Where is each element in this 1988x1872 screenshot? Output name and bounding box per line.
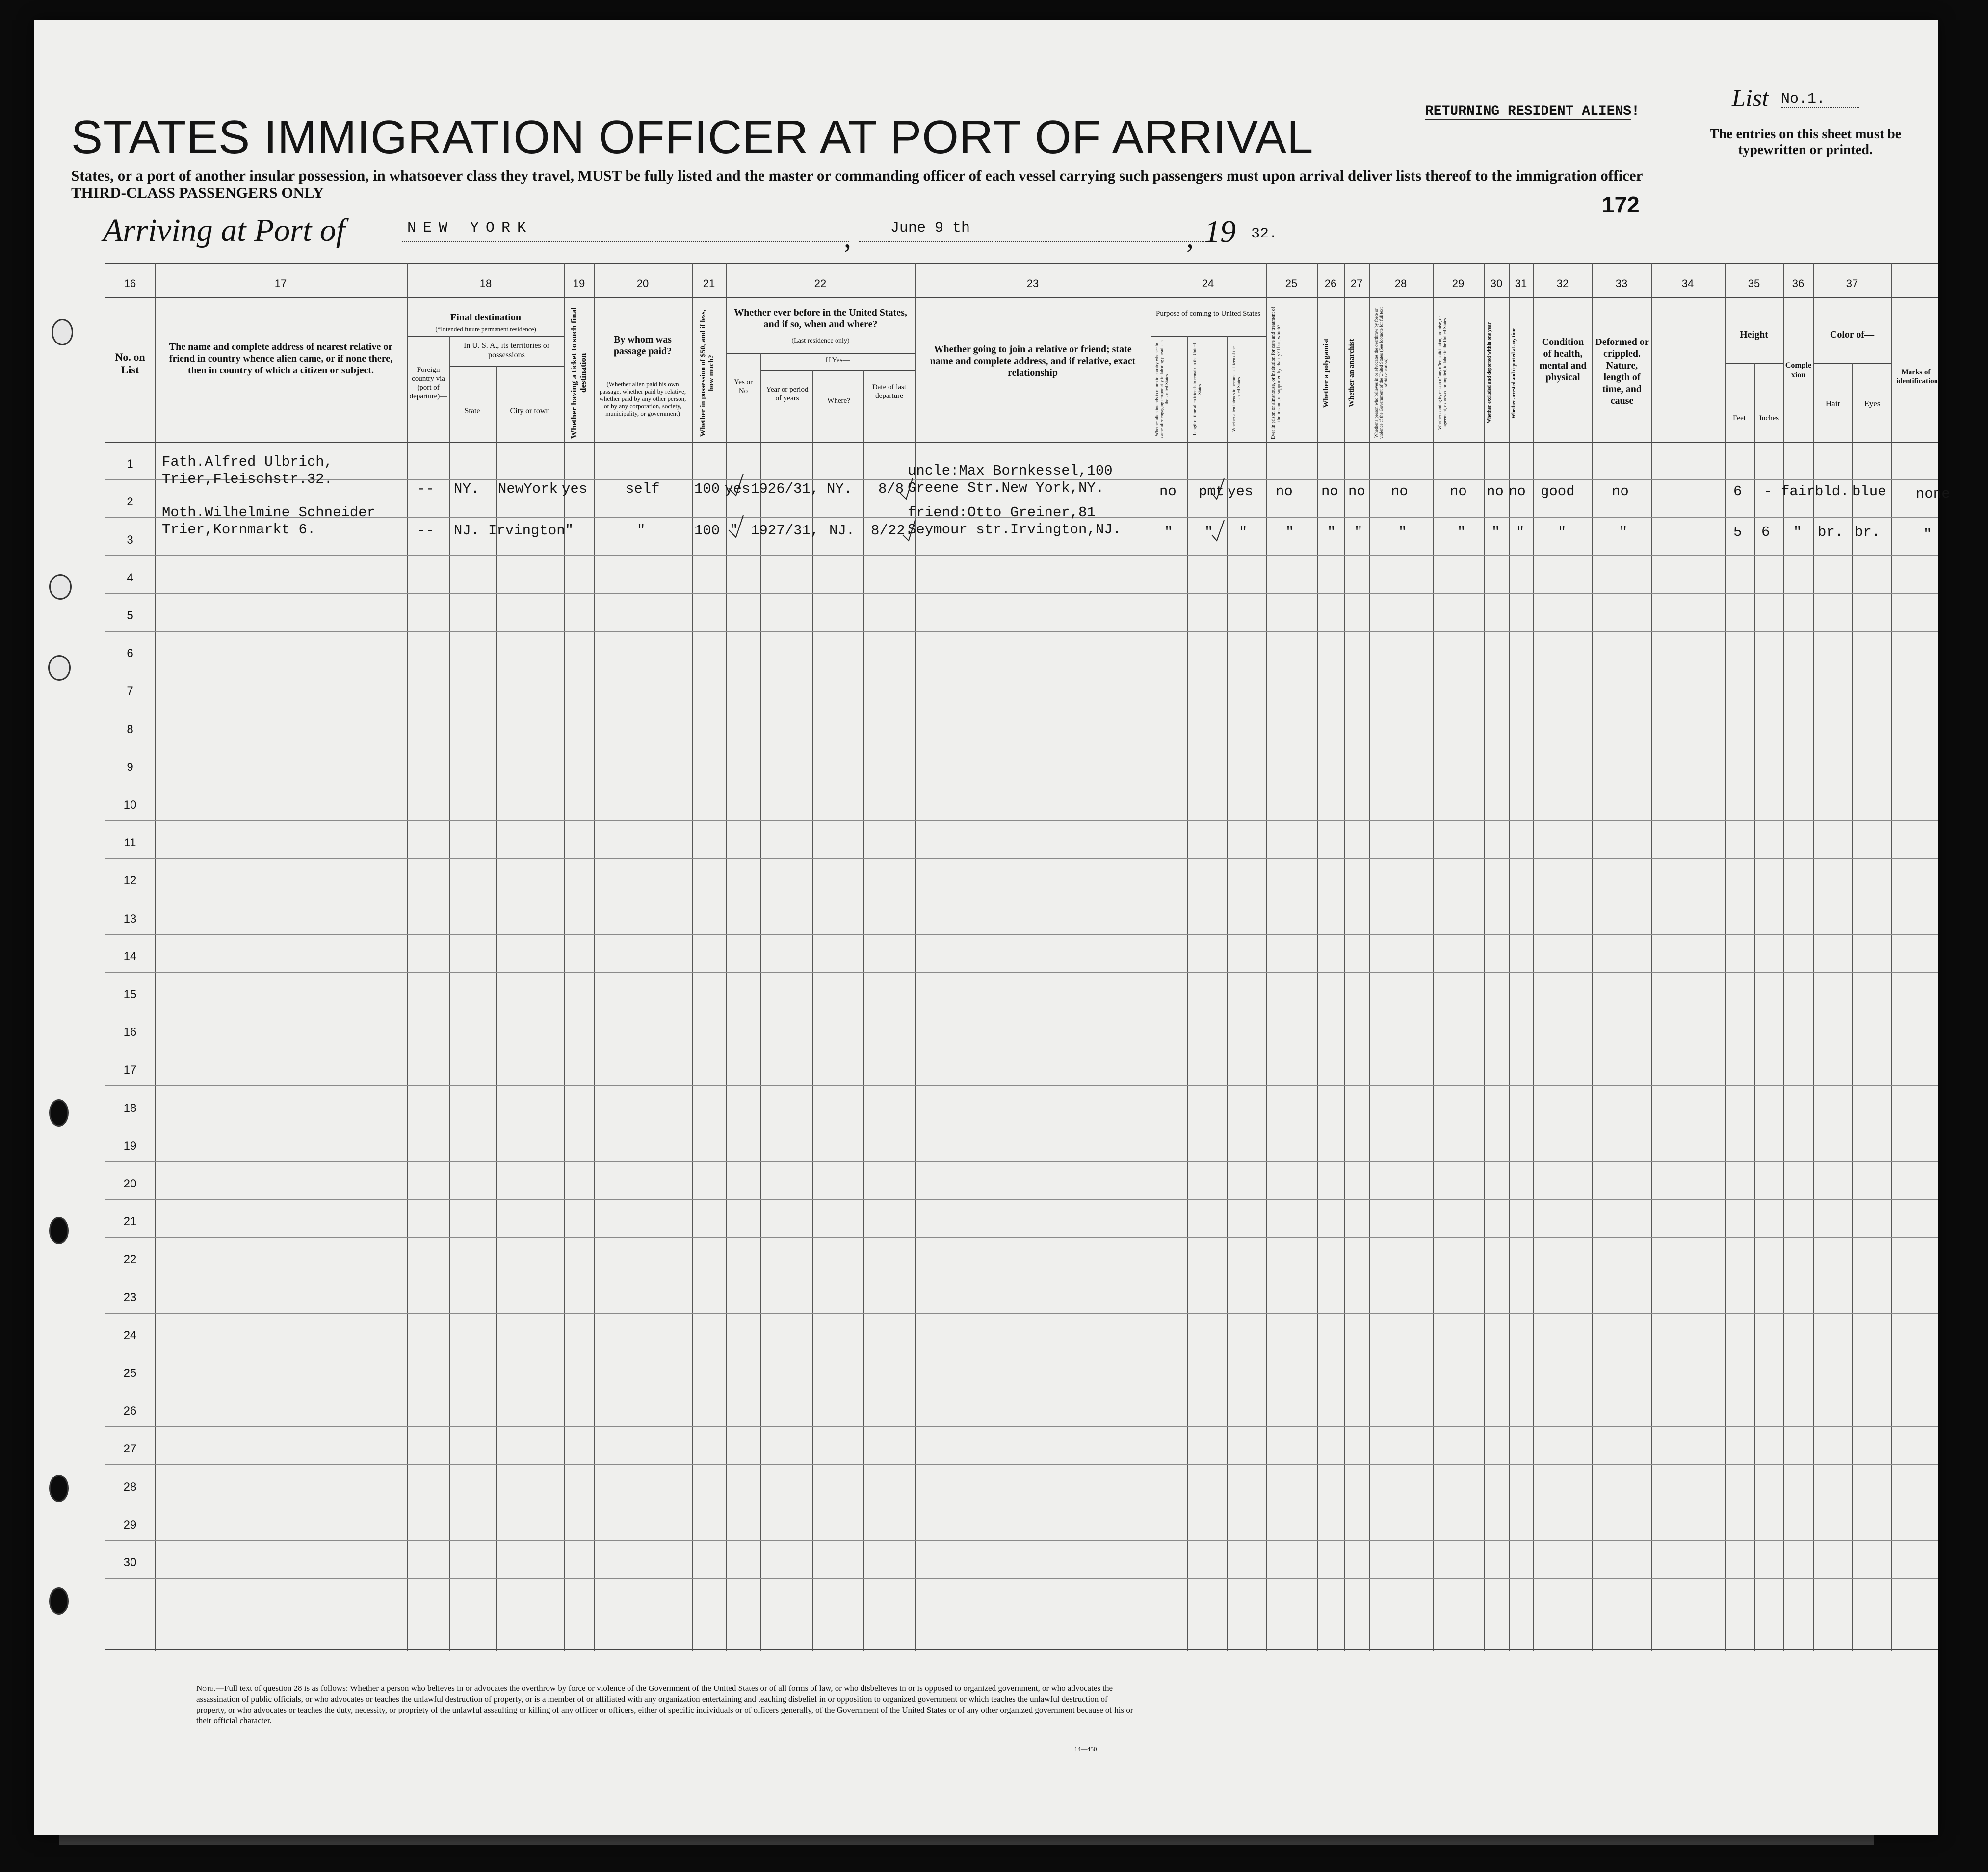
entry-1-marks: none [1916,486,1950,502]
header-inches: Inches [1759,414,1779,422]
column-number: 30 [1490,277,1503,290]
entry-2-marks: " [1923,527,1932,543]
entry-2-years: 1927/31, [751,523,819,539]
row-rule [105,631,1938,632]
arrival-date: June 9 th [859,220,1214,242]
entry-1-address: Trier,Fleischstr.32. [162,471,333,487]
entry-1-join-name: uncle:Max Bornkessel,100 [908,463,1113,479]
form-instructions: States, or a port of another insular possession, in whatsoever class they travel, MUST be fully listed and the master or commanding officer of each vessel carrying such passengers must upon arrival deliver lists thereof to the immigration officer [71,167,1643,184]
row-number: 20 [123,1177,137,1190]
entry-2-paid-by: " [637,523,646,539]
column-number: 28 [1394,277,1407,290]
row-rule [105,1540,1938,1541]
entry-1-health: good [1541,483,1575,500]
binder-hole [49,1587,69,1615]
entry-2-ever-before: " [730,523,738,539]
arriving-label: Arriving at Port of [103,212,345,248]
row-number: 11 [124,836,136,850]
entry-1-state: NY. [454,481,480,497]
entry-2-prison: " [1285,524,1294,540]
header-passage-paid-note: (Whether alien paid his own passage, whether paid by relative, whether paid by any other person, or by any corporation, society, municipality, or government) [599,380,686,417]
entry-1-return: no [1159,483,1177,500]
row-number: 25 [123,1367,137,1380]
header-complexion: Complexion [1785,361,1812,379]
column-number: 25 [1285,277,1298,290]
entry-2-citizen: " [1239,524,1248,540]
row-rule [105,1237,1938,1238]
row-number: 26 [123,1404,137,1418]
row-number: 17 [123,1063,137,1077]
header-health: Condition of health, mental and physical [1539,337,1587,383]
entry-2-name: Moth.Wilhelmine Schneider [162,504,376,521]
header-purpose: Purpose of coming to United States [1156,310,1260,317]
row-number: 7 [127,685,133,698]
entry-2-q31: " [1516,524,1525,540]
separator-comma: , [1186,221,1194,254]
row-number: 30 [123,1556,137,1569]
column-number: 37 [1846,277,1858,290]
header-q29: Whether coming by reason of any offer, solicitation, promise, or agreement, expressed or implied, to labor in the United States [1438,316,1447,430]
column-number: 16 [124,277,136,290]
row-number: 19 [123,1139,137,1153]
entry-2-feet: 5 [1733,524,1742,540]
column-number: 35 [1748,277,1760,290]
entry-1-where: NY. [827,481,853,497]
entry-2-deformed: " [1619,524,1628,540]
column-number: 29 [1452,277,1465,290]
passenger-class: THIRD-CLASS PASSENGERS ONLY [71,184,324,201]
header-purpose-citizen: Whether alien intends to become a citizen of the United States [1231,346,1241,432]
header-color-of: Color of— [1830,329,1875,340]
row-rule [105,820,1938,821]
header-in-usa: In U. S. A., its territories or possessions [463,342,550,359]
entry-1-foreign: -- [417,481,434,497]
row-number: 16 [123,1026,137,1039]
row-number: 28 [123,1480,137,1494]
column-number: 31 [1515,277,1527,290]
header-hair: Hair [1825,399,1841,408]
row-number: 5 [127,609,133,622]
header-state: State [464,407,480,415]
entry-1-length: pmt [1199,483,1225,500]
entry-2-state: NJ. [454,523,480,539]
form-code: 14—450 [1074,1745,1097,1753]
entry-1-q31: no [1509,483,1526,500]
header-height: Height [1740,329,1768,340]
entry-2-where: NJ. [829,523,855,539]
row-number: 23 [123,1291,137,1304]
header-polygamist: Whether a polygamist [1322,338,1330,408]
header-if-yes: If Yes— [825,356,850,364]
header-q28: Whether a person who believes in or advocates the overthrow by force or violence of the Government of the United States (See footnote for full text of this question) [1374,307,1388,439]
header-ever-before: Whether ever before in the United States, and if so, when and where? [734,307,907,330]
row-rule [105,1464,1938,1465]
row-number: 8 [127,722,133,736]
entry-2-foreign: -- [417,523,434,539]
header-eyes: Eyes [1864,399,1881,408]
entry-2-money: 100 [694,523,720,539]
sheet-number: 172 [1602,192,1640,217]
row-rule [105,1426,1938,1427]
entry-2-anarchist: " [1354,524,1363,540]
header-purpose-return: Whether alien intends to return to country whence he came after engaging temporarily in laboring pursuits in the United States [1154,340,1169,438]
row-number: 14 [123,949,137,963]
column-number: 36 [1792,277,1805,290]
entry-1-paid-by: self [626,481,660,497]
entry-1-citizen: yes [1228,483,1254,500]
row-rule [105,1199,1938,1200]
row-number: 10 [123,798,137,812]
binder-hole [49,1099,69,1127]
entry-1-hair: bld. [1815,483,1849,500]
entry-1-city: NewYork [498,481,558,497]
entry-1-prison: no [1276,483,1293,500]
entry-2-inches: 6 [1761,524,1770,540]
entry-2-hair: br. [1818,524,1844,540]
row-number: 12 [123,874,137,888]
row-number: 9 [127,760,133,774]
row-number: 2 [127,495,133,509]
entry-2-address: Trier,Kornmarkt 6. [162,522,316,538]
column-number: 32 [1556,277,1569,290]
header-last-residence: (Last residence only) [791,337,850,344]
header-year-period: Year or period of years [766,386,809,402]
column-number: 20 [636,277,649,290]
entry-1-eyes: blue [1852,483,1886,500]
form-title: STATES IMMIGRATION OFFICER AT PORT OF ARRIVAL [71,111,1314,163]
header-feet: Feet [1733,414,1746,422]
entry-2-complexion: " [1793,524,1802,540]
returning-aliens-label: RETURNING RESIDENT ALIENS! [1425,104,1640,119]
header-prison: Ever in prison or almshouse, or institution for care and treatment of the insane, or supported by charity? If so, which? [1271,307,1282,439]
row-number: 18 [123,1101,137,1115]
entry-1-q30: no [1487,483,1504,500]
column-number: 27 [1350,277,1363,290]
row-number: 29 [123,1518,137,1531]
table-bottom-rule [105,1649,1938,1650]
entry-2-eyes: br. [1855,524,1881,540]
row-number: 3 [127,533,133,547]
list-number: No.1. [1781,91,1859,108]
row-rule [105,972,1938,973]
entry-1-q29: no [1450,483,1467,500]
row-number: 1 [127,457,133,471]
row-rule [105,858,1938,859]
manifest-table [105,263,1950,1651]
header-where: Where? [827,397,850,405]
year-prefix: 19 [1204,214,1236,249]
header-foreign-country: Foreign country via (port of departure)— [409,366,447,400]
header-list-no: No. on List [115,351,145,376]
header-marks: Marks of identification [1896,369,1938,385]
column-number: 18 [479,277,492,290]
list-label: List [1732,84,1769,111]
header-deformed: Deformed or crippled. Nature, length of time, and cause [1595,337,1649,406]
row-number: 24 [123,1328,137,1342]
header-excluded: Whether excluded and deported within one year [1487,322,1492,423]
header-final-destination-note: (*Intended future permanent residence) [435,325,536,333]
footnote-q28: Note.—Full text of question 28 is as follows: Whether a person who believes in or advocates the overthrow by force or violence of the Government of the United States or of all forms of law, or who disbelieves in or is opposed to organized government, or who advocates the assassination of public officials, or who advocates or teaches the unlawful destruction of property, or is a member of or affiliated with any organization entertaining and teaching disbelief in or opposition to organized government or which teaches the unlawful destruction of property, or who advocates or teaches the duty, necessity, or propriety of the unlawful assaulting or killing of any officer or officers, either of specific individuals or of officers generally, of the Government of the United States or of any other organized government because of his or their official character. [196,1684,1133,1725]
entry-2-polygamist: " [1327,524,1336,540]
header-join-relative: Whether going to join a relative or friend; state name and complete address, and if relative, exact relationship [930,344,1136,378]
entry-1-deformed: no [1612,483,1629,500]
entry-2-health: " [1558,524,1567,540]
row-number: 6 [127,647,133,660]
entry-2-length: " [1204,524,1213,540]
column-number: 24 [1202,277,1214,290]
entry-2-join-address: Seymour str.Irvington,NJ. [908,522,1122,538]
header-date-departure: Date of last departure [872,383,907,400]
entry-2-q29: " [1457,524,1466,540]
header-yes-no: Yes or No [733,378,753,395]
header-passage-paid: By whom was passage paid? [613,334,672,357]
entry-1-years: 1926/31, [751,481,819,497]
entry-2-city: Irvington" [488,523,574,539]
row-number: 27 [123,1442,137,1456]
column-number: 23 [1026,277,1039,290]
entry-1-anarchist: no [1348,483,1365,500]
row-number: 21 [123,1215,137,1229]
entry-1-polygamist: no [1321,483,1338,500]
entry-1-money: 100 [694,481,720,497]
entry-1-last-departure: 8/8 [878,481,904,497]
column-number: 21 [703,277,715,290]
port-of-arrival: NEW YORK [402,220,849,242]
header-ticket: Whether having a ticket to such final destination [569,307,588,439]
separator-comma: , [844,221,851,254]
header-nearest-relative: The name and complete address of nearest relative or friend in country whence alien came, or if none there, then in country of which a citizen or subject. [169,342,393,376]
header-purpose-length: Length of time alien intends to remain in the United States [1192,343,1202,435]
row-rule [105,1313,1938,1314]
binder-hole [49,574,72,600]
row-number: 22 [123,1253,137,1266]
check-marks [105,263,1938,606]
row-number: 4 [127,571,133,584]
column-number: 17 [274,277,287,290]
entry-2-return: " [1164,524,1173,540]
header-fifty-dollars: Whether in possession of $50, and if less, how much? [699,309,715,437]
entry-1-name: Fath.Alfred Ulbrich, [162,454,333,470]
row-number: 15 [123,988,137,1001]
entry-1-ticket: yes [562,481,588,497]
header-final-destination: Final destination [450,312,521,323]
binder-hole [49,1217,69,1244]
row-rule [105,1085,1938,1086]
entry-1-feet: 6 [1733,483,1742,500]
binder-hole [48,655,71,681]
entry-1-ever-before: yes [725,481,751,497]
entry-2-q30: " [1491,524,1500,540]
column-number: 33 [1615,277,1628,290]
row-rule [105,1161,1938,1162]
entry-2-q28: " [1398,524,1407,540]
typewritten-note: The entries on this sheet must be typewritten or printed. [1709,127,1902,158]
column-number: 19 [573,277,585,290]
row-rule [105,934,1938,935]
year-suffix: 32. [1251,226,1278,242]
column-number: 26 [1324,277,1337,290]
row-number: 13 [123,912,137,925]
header-city: City or town [510,407,550,415]
column-number: 22 [814,277,827,290]
entry-2-join-name: friend:Otto Greiner,81 [908,504,1096,521]
header-anarchist: Whether an anarchist [1348,339,1356,407]
entry-2-last-departure: 8/22. [871,523,914,539]
column-number: 34 [1681,277,1694,290]
entry-1-inches: - [1764,483,1773,500]
binder-hole [49,1475,69,1502]
row-rule [105,1578,1938,1579]
entry-1-join-address: Greene Str.New York,NY. [908,480,1104,496]
entry-1-q28: no [1391,483,1408,500]
binder-hole [52,319,73,345]
header-arrested: Whether arrested and deported at any time [1511,327,1517,419]
entry-1-complexion: fair [1781,483,1815,500]
